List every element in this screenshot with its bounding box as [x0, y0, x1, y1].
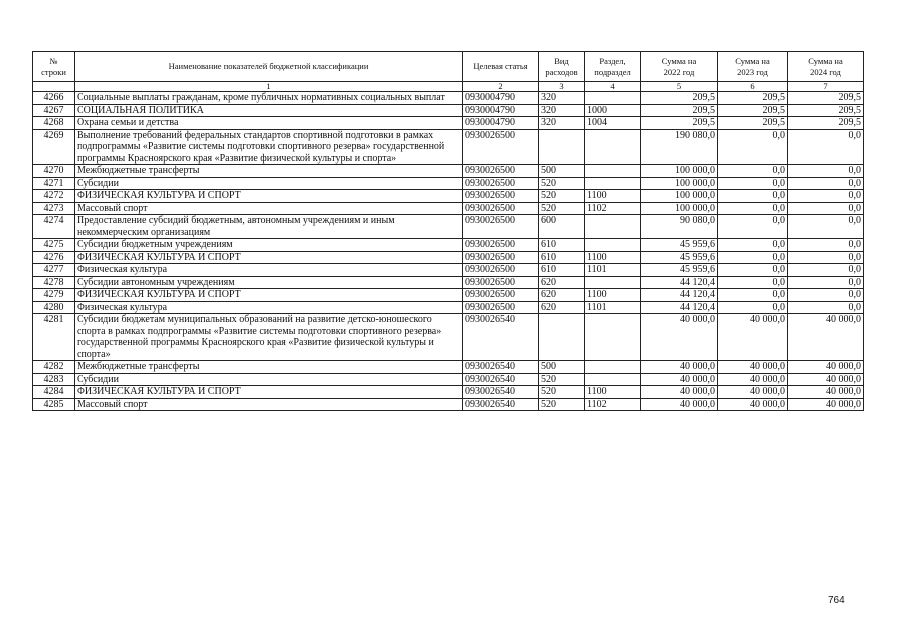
row-name: Межбюджетные трансферты — [75, 361, 463, 374]
row-sum-2023: 40 000,0 — [718, 373, 788, 386]
row-sum-2023: 0,0 — [718, 177, 788, 190]
row-sum-2022: 40 000,0 — [641, 386, 718, 399]
row-section: 1102 — [585, 398, 641, 411]
row-number: 4273 — [33, 202, 75, 215]
row-expense-type: 610 — [539, 239, 585, 252]
row-sum-2022: 100 000,0 — [641, 177, 718, 190]
table-row — [33, 289, 864, 302]
row-sum-2024: 40 000,0 — [788, 386, 864, 399]
header-row-number: № строки — [33, 52, 75, 82]
row-number: 4281 — [33, 314, 75, 361]
row-target-code: 0930026540 — [463, 373, 539, 386]
row-sum-2024: 0,0 — [788, 215, 864, 239]
row-number: 4271 — [33, 177, 75, 190]
row-sum-2023: 0,0 — [718, 165, 788, 178]
column-number: 1 — [75, 82, 463, 92]
row-sum-2024: 0,0 — [788, 301, 864, 314]
column-number-row — [33, 82, 864, 92]
header-sum-2023: Сумма на 2023 год — [718, 52, 788, 82]
row-number: 4277 — [33, 264, 75, 277]
row-target-code: 0930004790 — [463, 117, 539, 130]
header-sum-2024: Сумма на 2024 год — [788, 52, 864, 82]
row-name: Физическая культура — [75, 301, 463, 314]
table-row — [33, 239, 864, 252]
row-section — [585, 177, 641, 190]
row-sum-2024: 40 000,0 — [788, 398, 864, 411]
table-row — [33, 276, 864, 289]
row-sum-2022: 100 000,0 — [641, 190, 718, 203]
row-section — [585, 239, 641, 252]
row-sum-2022: 45 959,6 — [641, 264, 718, 277]
row-expense-type — [539, 314, 585, 361]
row-target-code: 0930026500 — [463, 177, 539, 190]
row-sum-2023: 0,0 — [718, 202, 788, 215]
row-sum-2022: 45 959,6 — [641, 239, 718, 252]
row-section: 1102 — [585, 202, 641, 215]
table-row — [33, 202, 864, 215]
column-number — [33, 82, 75, 92]
row-sum-2023: 0,0 — [718, 301, 788, 314]
row-target-code: 0930026540 — [463, 386, 539, 399]
row-target-code: 0930026500 — [463, 165, 539, 178]
row-name: Субсидии — [75, 373, 463, 386]
row-section: 1000 — [585, 104, 641, 117]
row-sum-2024: 0,0 — [788, 239, 864, 252]
row-expense-type: 520 — [539, 190, 585, 203]
row-name: Охрана семьи и детства — [75, 117, 463, 130]
row-section — [585, 215, 641, 239]
row-sum-2024: 0,0 — [788, 190, 864, 203]
table-row — [33, 251, 864, 264]
row-expense-type: 610 — [539, 264, 585, 277]
header-expense-type: Вид расходов — [539, 52, 585, 82]
row-number: 4285 — [33, 398, 75, 411]
row-number: 4280 — [33, 301, 75, 314]
row-expense-type: 520 — [539, 177, 585, 190]
column-number: 5 — [641, 82, 718, 92]
table-row — [33, 373, 864, 386]
row-name: Выполнение требований федеральных стандартов спортивной подготовки в рамках подпрограммы «Развитие системы подготовки спортивного резерва» государственной программы Красноярского края «Развитие физической культуры и спорта» — [75, 129, 463, 165]
column-number: 3 — [539, 82, 585, 92]
row-expense-type: 620 — [539, 276, 585, 289]
row-expense-type: 320 — [539, 104, 585, 117]
row-sum-2022: 40 000,0 — [641, 361, 718, 374]
row-sum-2023: 40 000,0 — [718, 386, 788, 399]
row-name: ФИЗИЧЕСКАЯ КУЛЬТУРА И СПОРТ — [75, 386, 463, 399]
row-sum-2024: 209,5 — [788, 92, 864, 105]
row-section — [585, 129, 641, 165]
row-target-code: 0930026540 — [463, 314, 539, 361]
row-target-code: 0930026500 — [463, 215, 539, 239]
row-name: Субсидии — [75, 177, 463, 190]
row-number: 4272 — [33, 190, 75, 203]
row-name: Субсидии автономным учреждениям — [75, 276, 463, 289]
row-sum-2022: 90 080,0 — [641, 215, 718, 239]
row-name: ФИЗИЧЕСКАЯ КУЛЬТУРА И СПОРТ — [75, 289, 463, 302]
row-sum-2022: 40 000,0 — [641, 373, 718, 386]
row-target-code: 0930026500 — [463, 239, 539, 252]
row-number: 4279 — [33, 289, 75, 302]
row-section: 1100 — [585, 190, 641, 203]
row-sum-2024: 0,0 — [788, 129, 864, 165]
row-sum-2023: 209,5 — [718, 104, 788, 117]
header-sum-2022: Сумма на 2022 год — [641, 52, 718, 82]
row-sum-2023: 40 000,0 — [718, 361, 788, 374]
row-sum-2022: 100 000,0 — [641, 202, 718, 215]
row-sum-2023: 209,5 — [718, 92, 788, 105]
row-number: 4267 — [33, 104, 75, 117]
row-name: Субсидии бюджетным учреждениям — [75, 239, 463, 252]
table-row — [33, 165, 864, 178]
row-sum-2022: 190 080,0 — [641, 129, 718, 165]
row-sum-2022: 44 120,4 — [641, 276, 718, 289]
row-sum-2023: 40 000,0 — [718, 398, 788, 411]
row-name: ФИЗИЧЕСКАЯ КУЛЬТУРА И СПОРТ — [75, 190, 463, 203]
row-section — [585, 165, 641, 178]
row-number: 4278 — [33, 276, 75, 289]
row-sum-2022: 209,5 — [641, 92, 718, 105]
table-row — [33, 104, 864, 117]
row-section — [585, 373, 641, 386]
row-expense-type: 320 — [539, 92, 585, 105]
row-sum-2024: 40 000,0 — [788, 373, 864, 386]
row-expense-type: 600 — [539, 215, 585, 239]
column-number: 7 — [788, 82, 864, 92]
row-sum-2023: 0,0 — [718, 289, 788, 302]
row-number: 4266 — [33, 92, 75, 105]
row-sum-2024: 0,0 — [788, 276, 864, 289]
table-row — [33, 129, 864, 165]
row-number: 4270 — [33, 165, 75, 178]
row-number: 4275 — [33, 239, 75, 252]
row-number: 4274 — [33, 215, 75, 239]
row-sum-2024: 0,0 — [788, 264, 864, 277]
row-sum-2022: 44 120,4 — [641, 301, 718, 314]
row-number: 4284 — [33, 386, 75, 399]
row-target-code: 0930026500 — [463, 129, 539, 165]
row-sum-2024: 0,0 — [788, 251, 864, 264]
row-sum-2024: 0,0 — [788, 202, 864, 215]
row-sum-2023: 0,0 — [718, 276, 788, 289]
column-number: 6 — [718, 82, 788, 92]
row-expense-type: 520 — [539, 398, 585, 411]
row-expense-type: 500 — [539, 361, 585, 374]
row-target-code: 0930026500 — [463, 251, 539, 264]
row-sum-2024: 0,0 — [788, 177, 864, 190]
row-sum-2024: 0,0 — [788, 165, 864, 178]
row-sum-2023: 0,0 — [718, 251, 788, 264]
row-sum-2022: 40 000,0 — [641, 314, 718, 361]
row-target-code: 0930026500 — [463, 276, 539, 289]
row-expense-type: 620 — [539, 289, 585, 302]
row-target-code: 0930026500 — [463, 202, 539, 215]
row-sum-2024: 40 000,0 — [788, 314, 864, 361]
row-sum-2023: 0,0 — [718, 190, 788, 203]
table-row — [33, 92, 864, 105]
row-target-code: 0930026540 — [463, 361, 539, 374]
row-name: Массовый спорт — [75, 398, 463, 411]
column-number: 4 — [585, 82, 641, 92]
row-sum-2024: 209,5 — [788, 117, 864, 130]
row-name: Физическая культура — [75, 264, 463, 277]
row-name: ФИЗИЧЕСКАЯ КУЛЬТУРА И СПОРТ — [75, 251, 463, 264]
row-section — [585, 92, 641, 105]
row-expense-type: 520 — [539, 373, 585, 386]
row-section — [585, 314, 641, 361]
table-row — [33, 301, 864, 314]
row-target-code: 0930026540 — [463, 398, 539, 411]
row-target-code: 0930004790 — [463, 92, 539, 105]
row-name: Субсидии бюджетам муниципальных образований на развитие детско-юношеского спорта в рамках подпрограммы «Развитие системы подготовки спортивного резерва» государственной программы Красноярского края «Развитие физической культуры и спорта» — [75, 314, 463, 361]
page-number: 764 — [828, 595, 845, 606]
column-number: 2 — [463, 82, 539, 92]
row-name: Социальные выплаты гражданам, кроме публичных нормативных социальных выплат — [75, 92, 463, 105]
table-body — [33, 92, 864, 411]
header-name: Наименование показателей бюджетной классификации — [75, 52, 463, 82]
row-number: 4276 — [33, 251, 75, 264]
table-row — [33, 215, 864, 239]
row-name: СОЦИАЛЬНАЯ ПОЛИТИКА — [75, 104, 463, 117]
row-expense-type: 610 — [539, 251, 585, 264]
row-section: 1004 — [585, 117, 641, 130]
table-row — [33, 398, 864, 411]
row-sum-2022: 44 120,4 — [641, 289, 718, 302]
row-sum-2023: 0,0 — [718, 129, 788, 165]
row-number: 4282 — [33, 361, 75, 374]
budget-table — [32, 51, 864, 411]
row-name: Предоставление субсидий бюджетным, автономным учреждениям и иным некоммерческим организациям — [75, 215, 463, 239]
row-target-code: 0930026500 — [463, 301, 539, 314]
row-expense-type: 500 — [539, 165, 585, 178]
table-row — [33, 117, 864, 130]
row-expense-type: 520 — [539, 202, 585, 215]
row-expense-type — [539, 129, 585, 165]
table-row — [33, 314, 864, 361]
row-sum-2023: 40 000,0 — [718, 314, 788, 361]
row-number: 4269 — [33, 129, 75, 165]
row-expense-type: 620 — [539, 301, 585, 314]
row-sum-2023: 0,0 — [718, 264, 788, 277]
row-section — [585, 276, 641, 289]
row-section — [585, 361, 641, 374]
row-number: 4268 — [33, 117, 75, 130]
row-sum-2023: 209,5 — [718, 117, 788, 130]
row-sum-2023: 0,0 — [718, 239, 788, 252]
row-sum-2022: 45 959,6 — [641, 251, 718, 264]
row-sum-2022: 209,5 — [641, 104, 718, 117]
row-sum-2024: 40 000,0 — [788, 361, 864, 374]
header-target-article: Целевая статья — [463, 52, 539, 82]
row-sum-2023: 0,0 — [718, 215, 788, 239]
row-name: Массовый спорт — [75, 202, 463, 215]
table-row — [33, 190, 864, 203]
row-target-code: 0930004790 — [463, 104, 539, 117]
row-number: 4283 — [33, 373, 75, 386]
row-section: 1100 — [585, 251, 641, 264]
row-expense-type: 520 — [539, 386, 585, 399]
header-section: Раздел, подраздел — [585, 52, 641, 82]
table-row — [33, 386, 864, 399]
row-section: 1100 — [585, 386, 641, 399]
row-section: 1101 — [585, 264, 641, 277]
row-sum-2022: 209,5 — [641, 117, 718, 130]
table-row — [33, 177, 864, 190]
row-section: 1101 — [585, 301, 641, 314]
row-target-code: 0930026500 — [463, 190, 539, 203]
table-header-row — [33, 52, 864, 82]
row-target-code: 0930026500 — [463, 289, 539, 302]
row-sum-2022: 100 000,0 — [641, 165, 718, 178]
row-sum-2024: 0,0 — [788, 289, 864, 302]
table-row — [33, 264, 864, 277]
row-section: 1100 — [585, 289, 641, 302]
table-row — [33, 361, 864, 374]
row-sum-2024: 209,5 — [788, 104, 864, 117]
row-sum-2022: 40 000,0 — [641, 398, 718, 411]
row-name: Межбюджетные трансферты — [75, 165, 463, 178]
row-expense-type: 320 — [539, 117, 585, 130]
row-target-code: 0930026500 — [463, 264, 539, 277]
